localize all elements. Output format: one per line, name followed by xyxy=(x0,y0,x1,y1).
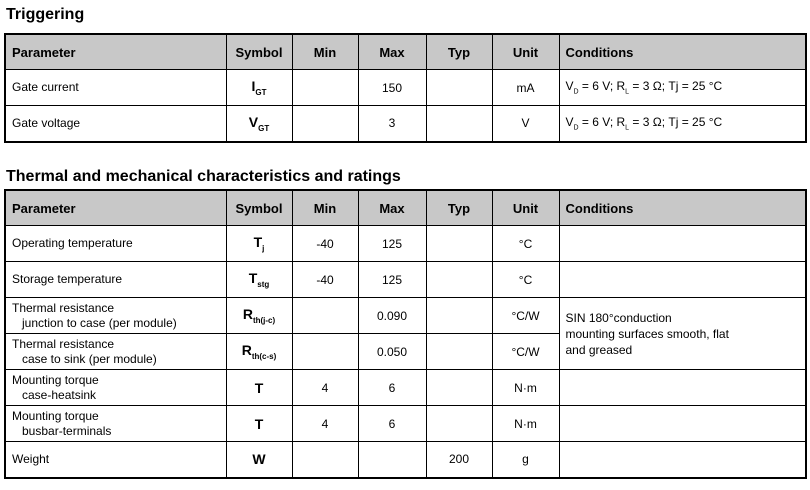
unit-cell: V xyxy=(492,106,559,142)
typ-cell xyxy=(426,298,492,334)
unit-cell: °C/W xyxy=(492,298,559,334)
col-max: Max xyxy=(358,34,426,70)
symbol-main: W xyxy=(252,451,266,468)
typ-cell xyxy=(426,70,492,106)
cond-line: and greased xyxy=(565,342,633,357)
conditions-cell xyxy=(559,106,806,142)
cond-sub: L xyxy=(625,124,630,132)
param-line: Operating temperature xyxy=(12,236,133,250)
max-cell: 125 xyxy=(358,226,426,262)
col-min: Min xyxy=(292,190,358,226)
unit-cell: °C xyxy=(492,226,559,262)
table-row xyxy=(5,298,806,334)
cond-text: V xyxy=(565,79,574,94)
param-line-2: case to sink (per module) xyxy=(22,351,157,366)
param-cell xyxy=(5,298,226,334)
table-row xyxy=(5,406,806,442)
symbol-sub: j xyxy=(262,243,265,253)
symbol-main: R xyxy=(241,342,252,359)
unit-cell: °C xyxy=(492,262,559,298)
col-symbol: Symbol xyxy=(226,190,292,226)
max-cell xyxy=(358,442,426,478)
unit-cell: N·m xyxy=(492,370,559,406)
typ-cell xyxy=(426,226,492,262)
max-cell: 0.050 xyxy=(358,334,426,370)
max-cell: 150 xyxy=(358,70,426,106)
symbol-cell xyxy=(226,334,292,370)
conditions-cell xyxy=(559,442,806,478)
triggering-header-row xyxy=(5,34,806,70)
symbol-sub: GT xyxy=(255,87,267,97)
table-row xyxy=(5,370,806,406)
col-max: Max xyxy=(358,190,426,226)
table-row xyxy=(5,262,806,298)
min-cell xyxy=(292,442,358,478)
param-line: Mounting torque xyxy=(12,372,99,387)
unit-cell: mA xyxy=(492,70,559,106)
symbol-cell xyxy=(226,106,292,142)
param-line: Weight xyxy=(12,451,50,466)
symbol-sub: GT xyxy=(258,123,270,133)
symbol-main: T xyxy=(254,415,264,432)
conditions-cell xyxy=(559,70,806,106)
symbol-sub: th(j-c) xyxy=(252,315,276,325)
cond-text: = 6 V; R xyxy=(578,79,626,94)
col-typ: Typ xyxy=(426,34,492,70)
symbol-cell xyxy=(226,70,292,106)
cond-sub: D xyxy=(573,124,579,132)
min-cell: 4 xyxy=(292,370,358,406)
min-cell xyxy=(292,298,358,334)
typ-cell xyxy=(426,370,492,406)
col-symbol: Symbol xyxy=(226,34,292,70)
cond-text: = 3 Ω; Tj = 25 °C xyxy=(629,115,723,130)
symbol-cell xyxy=(226,406,292,442)
max-cell: 6 xyxy=(358,370,426,406)
conditions-cell xyxy=(559,406,806,442)
param-cell xyxy=(5,262,226,298)
max-cell: 125 xyxy=(358,262,426,298)
symbol-main: T xyxy=(248,270,258,287)
typ-cell xyxy=(426,262,492,298)
cond-text: = 3 Ω; Tj = 25 °C xyxy=(629,79,723,94)
min-cell: -40 xyxy=(292,226,358,262)
cond-line: mounting surfaces smooth, flat xyxy=(565,326,729,341)
symbol-cell xyxy=(226,298,292,334)
max-cell: 3 xyxy=(358,106,426,142)
typ-cell: 200 xyxy=(426,442,492,478)
param-line: Thermal resistance xyxy=(12,336,115,351)
min-cell xyxy=(292,70,358,106)
max-cell: 6 xyxy=(358,406,426,442)
symbol-main: R xyxy=(242,306,253,323)
param-line-2: junction to case (per module) xyxy=(22,315,177,330)
param-cell: Gate voltage xyxy=(5,106,226,142)
symbol-main: V xyxy=(248,113,259,130)
min-cell xyxy=(292,334,358,370)
conditions-cell xyxy=(559,262,806,298)
param-line: Mounting torque xyxy=(12,408,99,423)
symbol-main: T xyxy=(253,234,263,251)
unit-cell: g xyxy=(492,442,559,478)
col-unit: Unit xyxy=(492,34,559,70)
param-line: Thermal resistance xyxy=(12,300,115,315)
cond-line: SIN 180°conduction xyxy=(565,310,672,325)
symbol-cell xyxy=(226,370,292,406)
unit-cell: °C/W xyxy=(492,334,559,370)
symbol-cell xyxy=(226,226,292,262)
unit-cell: N·m xyxy=(492,406,559,442)
param-cell xyxy=(5,226,226,262)
thermal-conditions-cell xyxy=(559,298,806,370)
param-line: Storage temperature xyxy=(12,272,123,286)
min-cell xyxy=(292,106,358,142)
table-row xyxy=(5,442,806,478)
symbol-cell xyxy=(226,442,292,478)
table-row xyxy=(5,70,806,106)
symbol-cell xyxy=(226,262,292,298)
symbol-main: T xyxy=(254,379,264,396)
symbol-sub: th(c-s) xyxy=(251,351,277,361)
col-parameter: Parameter xyxy=(5,34,226,70)
typ-cell xyxy=(426,106,492,142)
param-cell xyxy=(5,406,226,442)
col-parameter: Parameter xyxy=(5,190,226,226)
col-typ: Typ xyxy=(426,190,492,226)
conditions-cell xyxy=(559,226,806,262)
param-cell xyxy=(5,334,226,370)
max-cell: 0.090 xyxy=(358,298,426,334)
typ-cell xyxy=(426,334,492,370)
param-cell xyxy=(5,442,226,478)
table-row xyxy=(5,106,806,142)
typ-cell xyxy=(426,406,492,442)
table-row xyxy=(5,226,806,262)
thermal-title: Thermal and mechanical characteristics and ratings xyxy=(6,168,401,185)
min-cell: -40 xyxy=(292,262,358,298)
col-conditions: Conditions xyxy=(559,34,806,70)
symbol-main: I xyxy=(251,78,256,95)
symbol-sub: stg xyxy=(257,279,270,289)
conditions-cell xyxy=(559,370,806,406)
col-unit: Unit xyxy=(492,190,559,226)
triggering-table xyxy=(4,33,807,143)
cond-sub: D xyxy=(573,88,579,96)
param-cell: Gate current xyxy=(5,70,226,106)
col-min: Min xyxy=(292,34,358,70)
thermal-table xyxy=(4,189,807,479)
param-line-2: case-heatsink xyxy=(22,387,97,402)
cond-sub: L xyxy=(625,88,630,96)
triggering-title: Triggering xyxy=(6,6,85,23)
cond-text: V xyxy=(565,115,574,130)
min-cell: 4 xyxy=(292,406,358,442)
param-cell xyxy=(5,370,226,406)
thermal-header-row xyxy=(5,190,806,226)
param-line-2: busbar-terminals xyxy=(22,423,112,438)
col-conditions: Conditions xyxy=(559,190,806,226)
cond-text: = 6 V; R xyxy=(578,115,626,130)
